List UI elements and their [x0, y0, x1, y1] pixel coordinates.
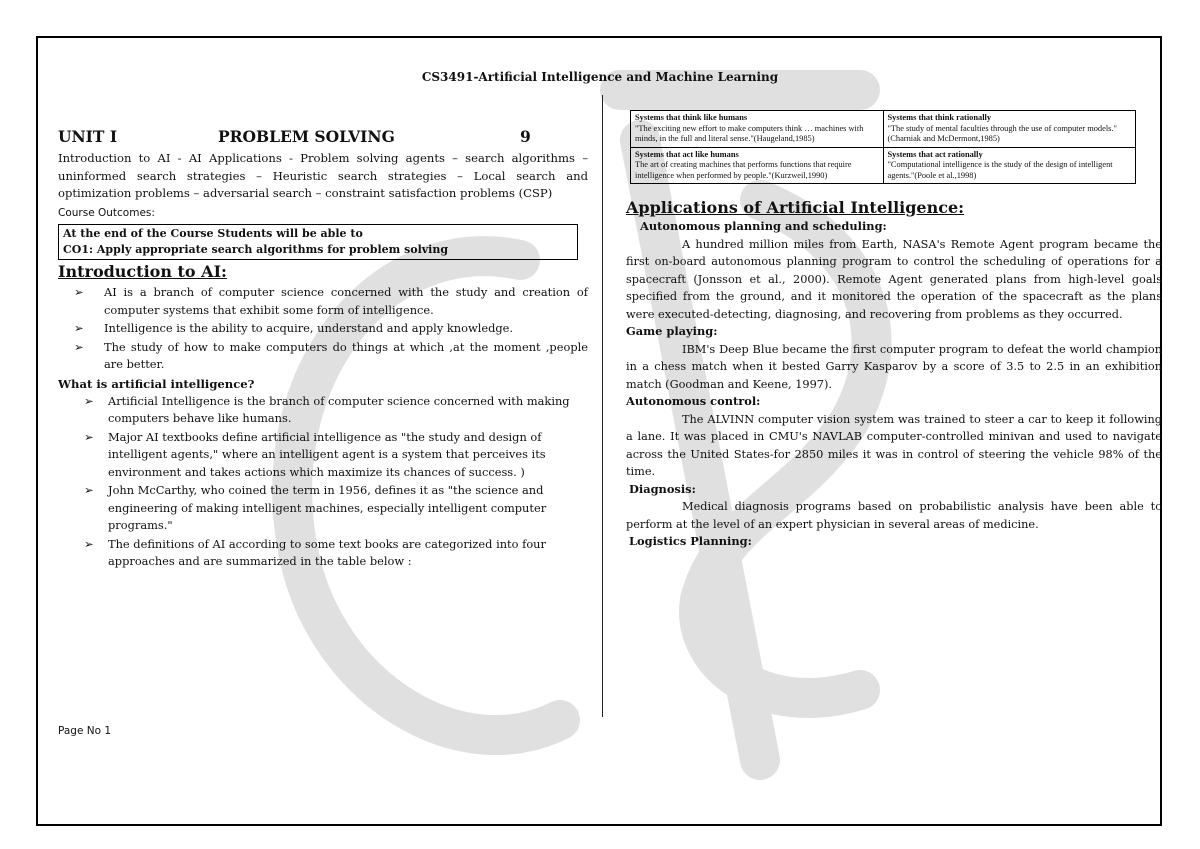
list-item: ➢ AI is a branch of computer science concerned with the study and creation of computer systems that exhibit some form of intelligence.	[74, 285, 588, 317]
co1-line: CO1: Apply appropriate search algorithms for problem solving	[63, 243, 449, 256]
arrow-bullet-icon: ➢	[74, 321, 84, 335]
table-cell: Systems that act like humans The art of creating machines that performs functions that require intelligence when performed by people."(Kurzweil,1990)	[631, 147, 884, 184]
unit-syllabus: Introduction to AI - AI Applications - Problem solving agents – search algorithms – uninformed search strategies – Heuristic search strategies – Local search and optimization problems – adversarial search – constraint satisfaction problems (CSP)	[58, 151, 588, 200]
logistics-heading: Logistics Planning:	[629, 534, 752, 548]
list-item: ➢ Intelligence is the ability to acquire, understand and apply knowledge.	[58, 320, 588, 338]
arrow-bullet-icon: ➢	[84, 429, 94, 444]
list-item: ➢ Artificial Intelligence is the branch of computer science concerned with making computers behave like humans.	[84, 393, 570, 425]
list-item: ➢ The study of how to make computers do things at which ,at the moment ,people are better.	[74, 339, 588, 371]
course-outcomes-label: Course Outcomes:	[58, 206, 155, 219]
what-is-ai-bullet-list	[58, 393, 588, 571]
column-divider	[602, 95, 603, 717]
list-item: ➢ Major AI textbooks define artificial intelligence as "the study and design of intelligent agents," where an intelligent agent is a system that perceives its environment and takes actions which maximize its chances of success. )	[84, 429, 546, 479]
unit-hours: 9	[520, 127, 531, 146]
autonomous-control-text: The ALVINN computer vision system was trained to steer a car to keep it following a lane. It was placed in CMU's NAVLAB computer-controlled minivan and used to navigate across the United States-for 2850 miles it was in control of steering the vehicle 98% of the time.	[626, 412, 1162, 478]
ai-approaches-table	[630, 110, 1136, 184]
unit-heading	[58, 128, 588, 150]
intro-bullet-list	[58, 284, 588, 374]
arrow-bullet-icon: ➢	[74, 285, 84, 299]
autonomous-control-heading: Autonomous control:	[626, 394, 761, 408]
autonomous-planning-heading: Autonomous planning and scheduling:	[640, 219, 887, 233]
table-cell: Systems that think like humans "The exciting new effort to make computers think … machines with minds, in the full and literal sense."(Haugeland,1985)	[631, 111, 884, 148]
arrow-bullet-icon: ➢	[84, 536, 94, 551]
applications-heading: Applications of Artificial Intelligence:	[626, 198, 965, 217]
arrow-bullet-icon: ➢	[84, 483, 94, 497]
table-cell: Systems that act rationally "Computational intelligence is the study of the design of intelligent agents."(Poole et al.,1998)	[883, 147, 1136, 184]
document-header: CS3491-Artificial Intelligence and Machine Learning	[421, 70, 779, 84]
table-row	[631, 147, 1136, 184]
left-column	[58, 128, 588, 572]
list-item: ➢ John McCarthy, who coined the term in 1956, defines it as "the science and engineering of making intelligent machines, especially intelligent computer programs."	[84, 483, 547, 532]
table-cell: Systems that think rationally "The study of mental faculties through the use of computer models." (Charniak and McDermont,1985)	[883, 111, 1136, 148]
intro-heading: Introduction to AI:	[58, 262, 227, 281]
unit-title: PROBLEM SOLVING	[218, 127, 395, 146]
page-number: Page No 1	[58, 725, 112, 737]
game-playing-text: IBM's Deep Blue became the first computer program to defeat the world champion in a chess match when it bested Garry Kasparov by a score of 3.5 to 2.5 in an exhibition match (Goodman and Keene, 1997).	[626, 342, 1162, 391]
autonomous-planning-text: A hundred million miles from Earth, NASA's Remote Agent program became the first on-board autonomous planning program to control the scheduling of operations for a spacecraft (Jonsson et al., 2000). Remote Agent generated plans from high-level goals specified from the ground, and it monitored the operation of the spacecraft as the plans were executed-detecting, diagnosing, and recovering from problems as they occurred.	[626, 237, 1162, 321]
game-playing-heading: Game playing:	[626, 324, 718, 338]
arrow-bullet-icon: ➢	[74, 339, 84, 354]
what-is-ai-heading: What is artificial intelligence?	[58, 376, 255, 391]
table-row	[631, 111, 1136, 148]
co-intro-line: At the end of the Course Students will be able to	[63, 227, 363, 240]
arrow-bullet-icon: ➢	[84, 393, 94, 408]
course-outcome-box	[58, 224, 578, 260]
diagnosis-text: Medical diagnosis programs based on probabilistic analysis have been able to perform at the level of an expert physician in several areas of medicine.	[626, 500, 1162, 531]
unit-label: UNIT I	[58, 127, 118, 146]
right-column	[626, 110, 1162, 551]
list-item: ➢ The definitions of AI according to some text books are categorized into four approaches and are summarized in the table below :	[84, 536, 546, 568]
diagnosis-heading: Diagnosis:	[629, 481, 696, 496]
